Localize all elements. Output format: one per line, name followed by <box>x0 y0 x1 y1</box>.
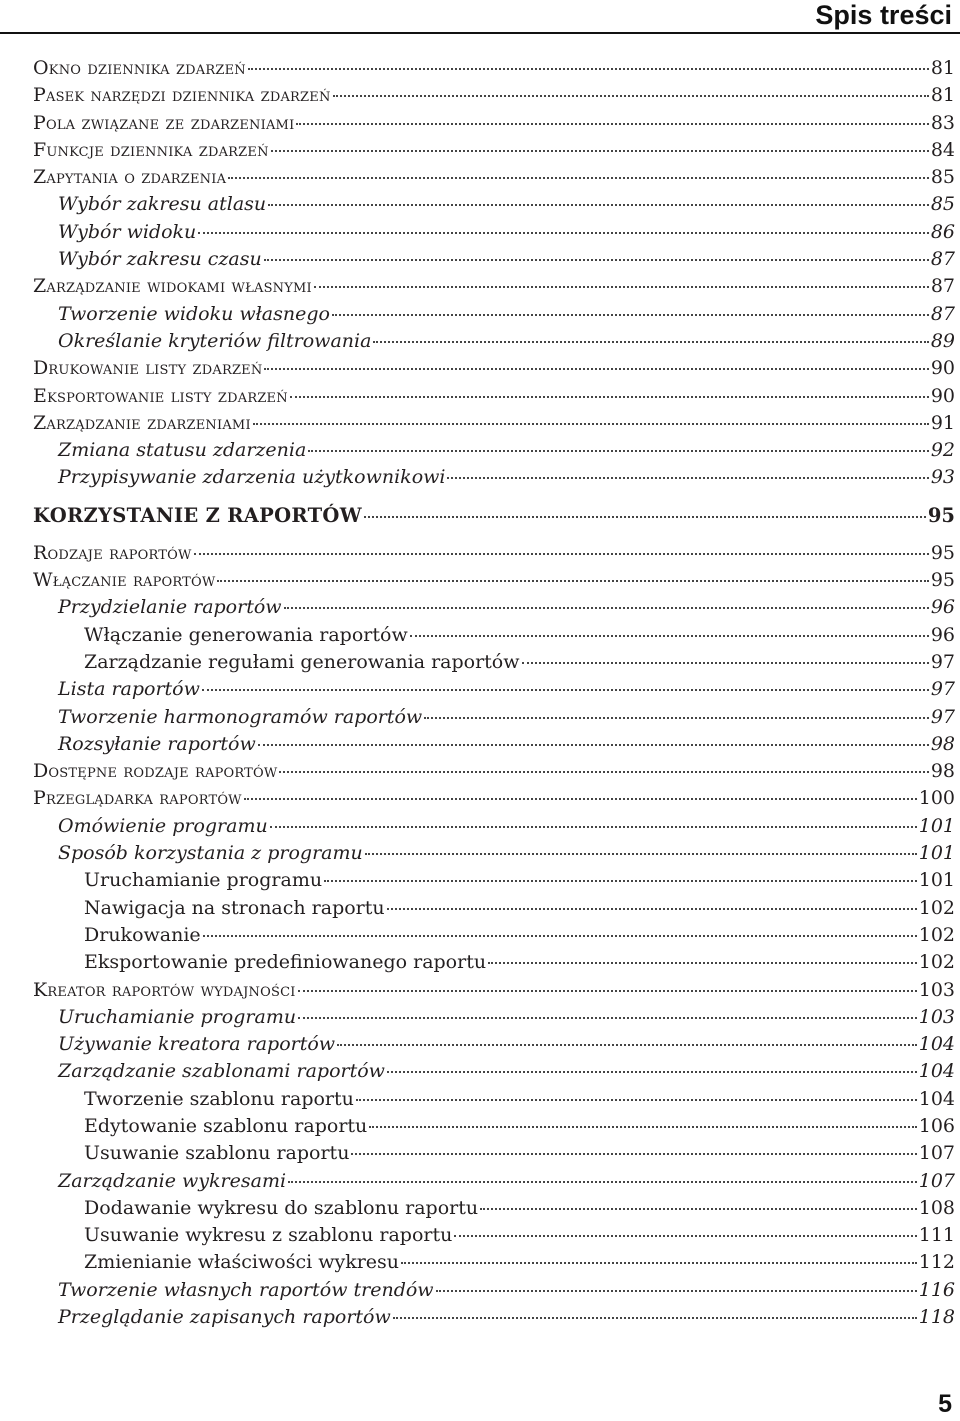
toc-entry[interactable] <box>0 758 955 785</box>
toc-entry-title: Rozsyłanie raportów <box>58 732 256 755</box>
toc-entry-title: Dodawanie wykresu do szablonu raportu <box>84 1196 479 1219</box>
toc-entry-page: 108 <box>918 1196 955 1219</box>
toc-entry-title: Zarządzanie widokami własnymi <box>33 275 312 298</box>
toc-entry-title: Zarządzanie szablonami raportów <box>58 1060 385 1083</box>
toc-entry[interactable] <box>0 82 955 109</box>
toc-entry-page: 95 <box>930 541 955 564</box>
dot-leader <box>284 607 929 609</box>
toc-entry-page: 86 <box>930 220 955 243</box>
toc-entry[interactable] <box>0 704 955 731</box>
toc-entry[interactable] <box>0 1058 955 1085</box>
toc-entry-page: 87 <box>930 275 955 298</box>
dot-leader <box>393 1317 917 1319</box>
toc-entry-title: Usuwanie szablonu raportu <box>84 1142 350 1165</box>
dot-leader <box>522 662 929 664</box>
toc-entry-title: Okno dziennika zdarzeń <box>33 57 246 79</box>
toc-entry[interactable] <box>0 840 955 867</box>
toc-entry-title: Sposób korzystania z programu <box>58 842 363 865</box>
toc-entry-page: 107 <box>918 1142 955 1165</box>
dot-leader <box>436 1290 917 1292</box>
toc-entry[interactable] <box>0 676 955 703</box>
toc-entry[interactable] <box>0 540 955 567</box>
dot-leader <box>248 68 929 70</box>
dot-leader <box>217 580 928 582</box>
toc-entry-page: 89 <box>930 329 955 352</box>
toc-entry[interactable] <box>0 949 955 976</box>
toc-entry[interactable] <box>0 328 955 355</box>
toc-entry-title: Eksportowanie predefiniowanego raportu <box>84 951 487 974</box>
toc-entry-page: 92 <box>930 439 955 462</box>
toc-entry-page: 95 <box>927 503 955 527</box>
toc-entry-title: Zapytania o zdarzenia <box>33 166 227 189</box>
dot-leader <box>258 744 929 746</box>
toc-entry-page: 98 <box>930 732 955 755</box>
dot-leader <box>253 423 929 425</box>
toc-entry-title: Przydzielanie raportów <box>58 596 282 619</box>
toc-entry-title: Eksportowanie listy zdarzeń <box>33 384 288 407</box>
toc-entry-title: Włączanie raportów <box>33 569 216 592</box>
toc-entry-page: 116 <box>918 1278 955 1301</box>
toc-entry[interactable] <box>0 895 955 922</box>
toc-entry-title: Tworzenie własnych raportów trendów <box>58 1278 434 1301</box>
toc-entry-page: 98 <box>930 760 955 783</box>
toc-entry[interactable] <box>0 567 955 594</box>
toc-entry[interactable] <box>0 492 955 540</box>
toc-entry-page: 107 <box>918 1169 955 1192</box>
dot-leader <box>228 177 929 179</box>
toc-entry-page: 104 <box>918 1060 955 1083</box>
toc-entry[interactable] <box>0 383 955 410</box>
toc-entry[interactable] <box>0 1195 955 1222</box>
toc-entry-title: Używanie kreatora raportów <box>58 1033 336 1056</box>
toc-entry-page: 106 <box>918 1114 955 1137</box>
toc-entry-title: Przeglądarka raportów <box>33 787 242 810</box>
toc-entry-page: 102 <box>918 951 955 974</box>
dot-leader <box>387 908 917 910</box>
toc-entry[interactable] <box>0 164 955 191</box>
toc-entry[interactable] <box>0 273 955 300</box>
page-number: 5 <box>938 1390 952 1418</box>
toc-entry[interactable] <box>0 437 955 464</box>
dot-leader <box>369 1126 916 1128</box>
toc-entry-page: 91 <box>930 411 955 434</box>
dot-leader <box>288 1181 917 1183</box>
dot-leader <box>271 150 929 152</box>
toc-entry[interactable] <box>0 1086 955 1113</box>
toc-entry-page: 101 <box>918 814 955 837</box>
toc-entry-page: 101 <box>918 869 955 892</box>
toc-entry[interactable] <box>0 110 955 137</box>
toc-entry-title: Usuwanie wykresu z szablonu raportu <box>84 1224 453 1247</box>
dot-leader <box>324 880 917 882</box>
toc-entry-title: Drukowanie <box>84 923 201 946</box>
dot-leader <box>202 689 929 691</box>
toc-entry-title: Włączanie generowania raportów <box>84 623 408 646</box>
toc-entry-page: 90 <box>930 384 955 407</box>
dot-leader <box>308 450 928 452</box>
toc-entry[interactable] <box>0 867 955 894</box>
dot-leader <box>333 95 929 97</box>
toc-entry[interactable] <box>0 1168 955 1195</box>
dot-leader <box>198 232 929 234</box>
toc-entry-page: 97 <box>930 678 955 701</box>
dot-leader <box>268 204 929 206</box>
dot-leader <box>410 635 929 637</box>
toc-entry-title: Tworzenie widoku własnego <box>58 302 330 325</box>
header-divider <box>0 32 960 34</box>
toc-entry-title: Uruchamianie programu <box>58 1005 297 1028</box>
toc-entry-page: 85 <box>930 193 955 216</box>
toc-entry-page: 95 <box>930 569 955 592</box>
toc-entry-title: Tworzenie szablonu raportu <box>84 1087 354 1110</box>
toc-entry-page: 112 <box>918 1251 955 1274</box>
toc-entry-page: 102 <box>918 923 955 946</box>
toc-entry-title: Kreator raportów wydajności <box>33 978 296 1001</box>
toc-entry-page: 103 <box>918 1005 955 1028</box>
dot-leader <box>314 286 929 288</box>
toc-entry-title: Wybór widoku <box>58 220 197 243</box>
toc-entry-page: 104 <box>918 1033 955 1056</box>
toc-entry-title: Zmienianie właściwości wykresu <box>84 1251 400 1274</box>
dot-leader <box>332 314 929 316</box>
toc-entry-title: Określanie kryteriów filtrowania <box>58 329 372 352</box>
dot-leader <box>244 798 917 800</box>
toc-entry[interactable] <box>0 813 955 840</box>
toc-entry[interactable] <box>0 1277 955 1304</box>
dot-leader <box>290 396 929 398</box>
toc-entry-page: 111 <box>918 1224 955 1247</box>
toc-entry[interactable] <box>0 1004 955 1031</box>
toc-entry[interactable] <box>0 1249 955 1276</box>
toc-entry-title: Zarządzanie wykresami <box>58 1169 287 1192</box>
toc-entry-page: 81 <box>930 84 955 107</box>
dot-leader <box>298 1017 917 1019</box>
dot-leader <box>264 259 929 261</box>
dot-leader <box>279 771 928 773</box>
toc-entry-page: 87 <box>930 302 955 325</box>
toc-entry-title: Dostępne rodzaje raportów <box>33 760 278 783</box>
dot-leader <box>387 1071 917 1073</box>
dot-leader <box>298 990 917 992</box>
toc-entry-page: 97 <box>930 705 955 728</box>
toc-entry-title: Przeglądanie zapisanych raportów <box>58 1306 391 1329</box>
toc-entry-title: Zmiana statusu zdarzenia <box>58 439 307 462</box>
dot-leader <box>356 1099 917 1101</box>
toc-entry-page: 104 <box>918 1087 955 1110</box>
toc-entry-title: Lista raportów <box>58 678 200 701</box>
toc-entry[interactable] <box>0 1304 955 1331</box>
toc-entry-page: 84 <box>930 138 955 161</box>
toc-entry-page: 96 <box>930 623 955 646</box>
dot-leader <box>365 853 917 855</box>
toc-entry-page: 100 <box>918 787 955 810</box>
dot-leader <box>480 1208 917 1210</box>
dot-leader <box>447 477 928 479</box>
toc-entry-title: Rodzaje raportów <box>33 541 192 564</box>
toc-entry[interactable] <box>0 464 955 491</box>
page-header-title: Spis treści <box>815 0 952 30</box>
toc-entry-title: Wybór zakresu atlasu <box>58 193 267 216</box>
toc-entry[interactable] <box>0 1031 955 1058</box>
dot-leader <box>270 826 917 828</box>
dot-leader <box>364 516 926 518</box>
toc-entry[interactable] <box>0 977 955 1004</box>
toc-entry-title: Wybór zakresu czasu <box>58 248 262 271</box>
toc-entry-page: 118 <box>918 1306 955 1329</box>
dot-leader <box>454 1235 916 1237</box>
dot-leader <box>488 962 917 964</box>
toc-entry[interactable] <box>0 1222 955 1249</box>
toc-entry[interactable] <box>0 1140 955 1167</box>
toc-entry-page: 85 <box>930 166 955 189</box>
toc-entry-title: Nawigacja na stronach raportu <box>84 896 385 919</box>
toc-entry[interactable] <box>0 246 955 273</box>
dot-leader <box>401 1262 917 1264</box>
toc-entry-title: Przypisywanie zdarzenia użytkownikowi <box>58 466 446 489</box>
toc-entry-page: 101 <box>918 842 955 865</box>
toc-entry-page: 96 <box>930 596 955 619</box>
dot-leader <box>194 553 929 555</box>
dot-leader <box>424 717 929 719</box>
toc-entry[interactable] <box>0 355 955 382</box>
toc-entry[interactable] <box>0 410 955 437</box>
toc-entry-title: Pola związane ze zdarzeniami <box>33 111 295 134</box>
toc-entry[interactable] <box>0 594 955 621</box>
toc-entry-page: 81 <box>930 57 955 79</box>
toc-entry-title: Omówienie programu <box>58 814 268 837</box>
toc-entry-title: Funkcje dziennika zdarzeń <box>33 138 269 161</box>
dot-leader <box>296 123 928 125</box>
toc-entry-title: Drukowanie listy zdarzeń <box>33 357 263 380</box>
toc-entry-title: Zarządzanie regułami generowania raportów <box>84 650 520 673</box>
toc-entry-page: 93 <box>930 466 955 489</box>
toc-entry-page: 90 <box>930 357 955 380</box>
dot-leader <box>351 1153 916 1155</box>
toc-entry-title: KORZYSTANIE Z RAPORTÓW <box>33 503 362 527</box>
dot-leader <box>203 935 917 937</box>
toc-entry[interactable] <box>0 1113 955 1140</box>
toc-entry[interactable] <box>0 219 955 246</box>
table-of-contents <box>0 55 955 1331</box>
dot-leader <box>337 1044 917 1046</box>
dot-leader <box>264 368 928 370</box>
toc-entry-page: 102 <box>918 896 955 919</box>
toc-entry-page: 83 <box>930 111 955 134</box>
toc-entry-page: 103 <box>918 978 955 1001</box>
toc-entry[interactable] <box>0 301 955 328</box>
toc-entry-title: Pasek narzędzi dziennika zdarzeń <box>33 84 331 107</box>
toc-entry-title: Zarządzanie zdarzeniami <box>33 411 251 434</box>
toc-entry-title: Tworzenie harmonogramów raportów <box>58 705 423 728</box>
dot-leader <box>373 341 928 343</box>
toc-entry[interactable] <box>0 922 955 949</box>
toc-entry-page: 87 <box>930 248 955 271</box>
toc-entry[interactable] <box>0 731 955 758</box>
toc-entry[interactable] <box>0 649 955 676</box>
toc-entry-title: Uruchamianie programu <box>84 869 323 892</box>
toc-entry[interactable] <box>0 785 955 812</box>
toc-entry[interactable] <box>0 191 955 218</box>
toc-entry-title: Edytowanie szablonu raportu <box>84 1114 368 1137</box>
toc-entry-page: 97 <box>930 650 955 673</box>
toc-entry[interactable] <box>0 622 955 649</box>
toc-entry[interactable] <box>0 137 955 164</box>
toc-entry[interactable] <box>0 55 955 82</box>
